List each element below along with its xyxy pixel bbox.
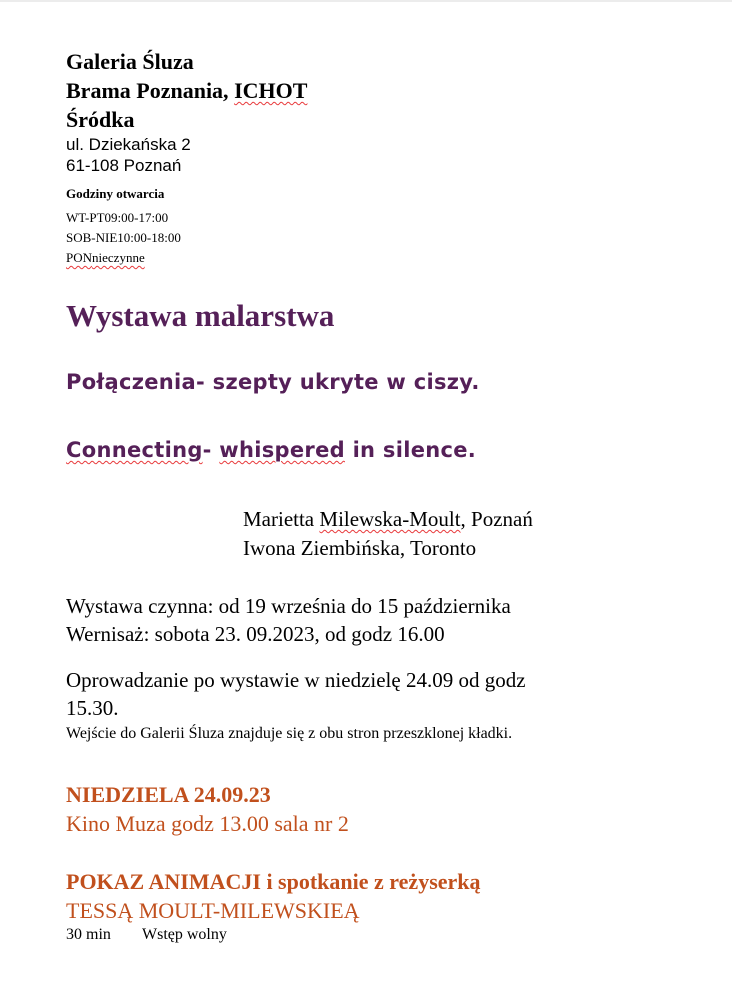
artist-city: , Poznań [460, 507, 533, 531]
exhibition-dates: Wystawa czynna: od 19 września do 15 października [66, 594, 511, 618]
event-director: TESSĄ MOULT-MILEWSKIEĄ [66, 898, 360, 923]
artist-2: Iwona Ziembińska, Toronto [243, 536, 477, 560]
venue-name: Galeria Śluza [66, 49, 194, 74]
event-location: Kino Muza godz 13.00 sala nr 2 [66, 811, 349, 836]
exhibition-subtitle-pl: Połączenia- szepty ukryte w ciszy. [66, 370, 480, 394]
hours-row [66, 228, 181, 248]
venue-line-2-text: Brama Poznania, [66, 78, 235, 103]
artist-1 [243, 505, 533, 534]
subtitle-dash: - [202, 438, 220, 462]
tour-line-2: 15.30. [66, 696, 119, 720]
hours-time: 10:00-18:00 [117, 230, 181, 245]
entrance-info: Wejście do Galerii Śluza znajduje się z obu stron przeszklonej kładki. [66, 725, 513, 742]
artist-surname: Milewska-Moult [319, 507, 461, 531]
hours-time: 09:00-17:00 [104, 210, 169, 225]
exhibition-subtitle-en [66, 438, 476, 462]
hours-time: nieczynne [92, 250, 145, 265]
subtitle-word-connecting: Connecting [66, 438, 203, 462]
hours-title: Godziny otwarcia [66, 186, 165, 201]
tour-line-1: Oprowadzanie po wystawie w niedzielę 24.09 od godz [66, 668, 526, 692]
event-duration: 30 min [66, 926, 111, 943]
exhibition-title: Wystawa malarstwa [66, 298, 335, 333]
hours-row [66, 208, 168, 228]
event-admission: Wstęp wolny [142, 926, 227, 943]
venue-line-2 [66, 78, 307, 104]
vernissage-date: Wernisaż: sobota 23. 09.2023, od godz 16.00 [66, 622, 445, 646]
artist-first-name: Marietta [243, 507, 320, 531]
subtitle-rest: in silence. [344, 438, 477, 462]
event-date: NIEDZIELA 24.09.23 [66, 782, 271, 807]
hours-days: WT-PT [66, 210, 105, 225]
hours-row [66, 248, 145, 268]
venue-district: Śródka [66, 107, 135, 132]
hours-days: SOB-NIE [66, 230, 118, 245]
hours-closed [66, 250, 145, 265]
top-edge [0, 0, 732, 2]
venue-ichot: ICHOT [234, 78, 308, 103]
venue-city: 61-108 Poznań [66, 156, 182, 175]
hours-days: PON [66, 250, 93, 265]
subtitle-word-whispered: whispered [219, 438, 345, 462]
event-title: POKAZ ANIMACJI i spotkanie z reżyserką [66, 869, 481, 894]
venue-street: ul. Dziekańska 2 [66, 135, 191, 154]
